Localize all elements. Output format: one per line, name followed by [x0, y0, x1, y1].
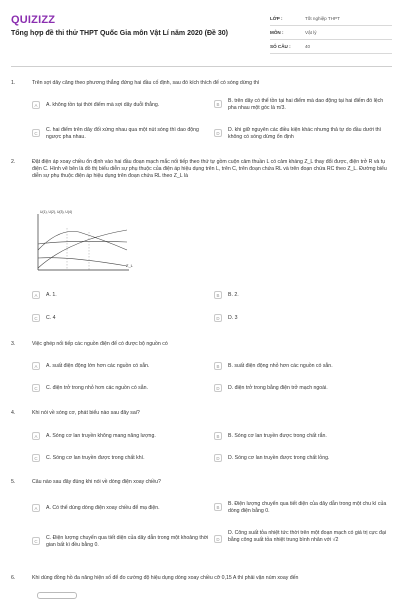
quizizz-logo: QUIZIZZ — [11, 14, 56, 26]
graph-svg — [29, 210, 135, 277]
header-divider — [11, 66, 392, 67]
option-b[interactable] — [214, 501, 392, 514]
option-letter: D — [214, 129, 222, 137]
option-b[interactable] — [214, 291, 239, 299]
option-letter: A — [32, 362, 40, 370]
option-text: D. 3 — [228, 315, 238, 321]
meta-row-class — [270, 12, 392, 26]
question-number: 1. — [11, 80, 16, 86]
option-letter: C — [32, 537, 40, 545]
option-text: B. Sóng cơ lan truyền được trong chất rắn. — [228, 433, 327, 439]
option-b[interactable] — [214, 362, 333, 370]
question-text: Câu nào sau đây đúng khi nói về dòng điện xoay chiều? — [32, 479, 161, 485]
option-c[interactable] — [32, 127, 212, 140]
document-title: Tổng hợp đề thi thử THPT Quốc Gia môn Vật Lí năm 2020 (Đề 30) — [11, 30, 228, 37]
question-number: 4. — [11, 410, 16, 416]
meta-key: LỚP : — [270, 16, 283, 21]
option-text: A. Sóng cơ lan truyền không mang năng lượng. — [46, 433, 156, 439]
option-a[interactable] — [32, 291, 57, 299]
option-letter: D — [214, 535, 222, 543]
graph-y-label: U(1), U(2), U(3), U(4) — [40, 210, 73, 214]
option-text: A. 1. — [46, 292, 57, 298]
option-text: B. Điện lượng chuyển qua tiết diện của dây dẫn trong một chu kì của dòng điện bằng 0. — [228, 501, 387, 514]
option-d[interactable] — [214, 530, 392, 543]
option-letter: D — [214, 314, 222, 322]
x-axis-label: Z_L — [126, 263, 133, 268]
option-b[interactable] — [214, 432, 327, 440]
option-d[interactable] — [214, 127, 392, 140]
option-text: B. trên dây có thể tồn tại hai điểm mà dao động tại hai điểm đó lệch pha nhau một góc là π/3. — [228, 98, 384, 111]
option-text: D. khi giữ nguyên các điều kiện khác nhưng thả tự do đầu dưới thì không có sóng dừng ổn định — [228, 127, 382, 140]
option-text: A. suất điện động lớn hơn các nguồn có sẵn. — [46, 363, 150, 369]
question-text: Đặt điện áp xoay chiều ổn định vào hai đầu đoạn mạch mắc nối tiếp theo thứ tự gồm cuộn cảm thuần L có cảm kháng Z_L thay đổi được, điện trở R và tụ điện C. Hình vẽ bên là đồ thị biểu diễn sự phụ thuộc của điện áp hiệu dụng trên L, trên C, trên đoạn chứa RL và trên đoạn chứa RC theo Z_L. Đường biểu diễn sự phụ thuộc điện áp hiệu dụng trên đoạn chứa RL theo Z_L là — [32, 159, 387, 179]
option-text: D. Sóng cơ lan truyền được trong chất lỏng. — [228, 455, 330, 461]
option-letter: D — [214, 454, 222, 462]
option-d[interactable] — [214, 454, 329, 462]
option-text: D. Công suất tỏa nhiệt tức thời trên một đoạn mạch có giá trị cực đại bằng công suất tỏa nhiệt trung bình nhân với √2 — [228, 530, 386, 543]
meta-row-count — [270, 40, 392, 54]
question-text: Trên sợi dây căng theo phương thẳng đứng hai đầu cố định, sau đó kích thích để có sóng dừng thì — [32, 80, 260, 86]
meta-value: 40 — [305, 44, 311, 49]
option-text: C. Sóng cơ lan truyền được trong chất khí. — [46, 455, 145, 461]
meta-row-subject — [270, 26, 392, 40]
meta-value: Vật lý — [305, 30, 317, 35]
option-letter: B — [214, 100, 222, 108]
question-text: Khi nói về sóng cơ, phát biểu nào sau đây sai? — [32, 410, 140, 416]
option-letter: C — [32, 129, 40, 137]
option-letter: C — [32, 384, 40, 392]
curve-4 — [38, 258, 127, 266]
option-letter: A — [32, 432, 40, 440]
option-letter: C — [32, 454, 40, 462]
option-a[interactable] — [32, 101, 212, 109]
option-c[interactable] — [32, 454, 145, 462]
option-a[interactable] — [32, 432, 156, 440]
question-text: Việc ghép nối tiếp các nguồn điện để có được bộ nguồn có — [32, 341, 168, 347]
option-letter: B — [214, 432, 222, 440]
option-text: B. suất điện động nhỏ hơn các nguồn có sẵn. — [228, 363, 333, 369]
option-d[interactable] — [214, 314, 238, 322]
option-c[interactable] — [32, 535, 212, 548]
option-letter: C — [32, 314, 40, 322]
curve-3 — [38, 230, 127, 268]
option-letter: A — [32, 101, 40, 109]
curve-2 — [38, 231, 127, 250]
meta-key: SỐ CÂU : — [270, 44, 291, 49]
option-a[interactable] — [32, 504, 212, 512]
option-text: C. điện trở trong nhỏ hơn các nguồn có sẵn. — [46, 385, 148, 391]
option-letter: B — [214, 503, 222, 511]
option-letter: D — [214, 384, 222, 392]
option-d[interactable] — [214, 384, 328, 392]
option-letter: A — [32, 504, 40, 512]
question-number: 3. — [11, 341, 16, 347]
option-letter: A — [32, 291, 40, 299]
question-number: 6. — [11, 575, 16, 581]
option-letter: B — [214, 291, 222, 299]
meta-key: MÔN : — [270, 30, 284, 35]
option-text: C. Điện lượng chuyển qua tiết diện của dây dẫn trong một khoảng thời gian bất kì đều bằng 0. — [46, 535, 209, 548]
option-text: A. Có thể dùng dòng điện xoay chiều để mạ điện. — [46, 505, 160, 511]
option-text: A. không tồn tại thời điểm mà sợi dây duỗi thẳng. — [46, 102, 160, 108]
option-a[interactable] — [32, 362, 149, 370]
question-number: 2. — [11, 159, 16, 165]
question-text: Khi dùng đồng hồ đa năng hiện số để đo cường độ hiệu dụng dòng xoay chiều cỡ 0,15 A thì phải vặn núm xoay đến — [32, 575, 299, 581]
question-number: 5. — [11, 479, 16, 485]
option-letter: B — [214, 362, 222, 370]
meta-value: Tốt nghiệp THPT — [305, 16, 340, 21]
voltage-graph — [29, 210, 135, 277]
option-text: C. 4 — [46, 315, 56, 321]
option-text: B. 2. — [228, 292, 239, 298]
option-c[interactable] — [32, 314, 56, 322]
option-text: C. hai điểm trên dây đối xứng nhau qua một nút sóng thì dao động ngược pha nhau. — [46, 127, 199, 140]
option-c[interactable] — [32, 384, 148, 392]
option-b[interactable] — [214, 98, 392, 111]
option-text: D. điện trở trong bằng điện trở mạch ngoài. — [228, 385, 328, 391]
cut-off-image-tag — [37, 592, 77, 599]
meta-panel — [270, 12, 392, 54]
